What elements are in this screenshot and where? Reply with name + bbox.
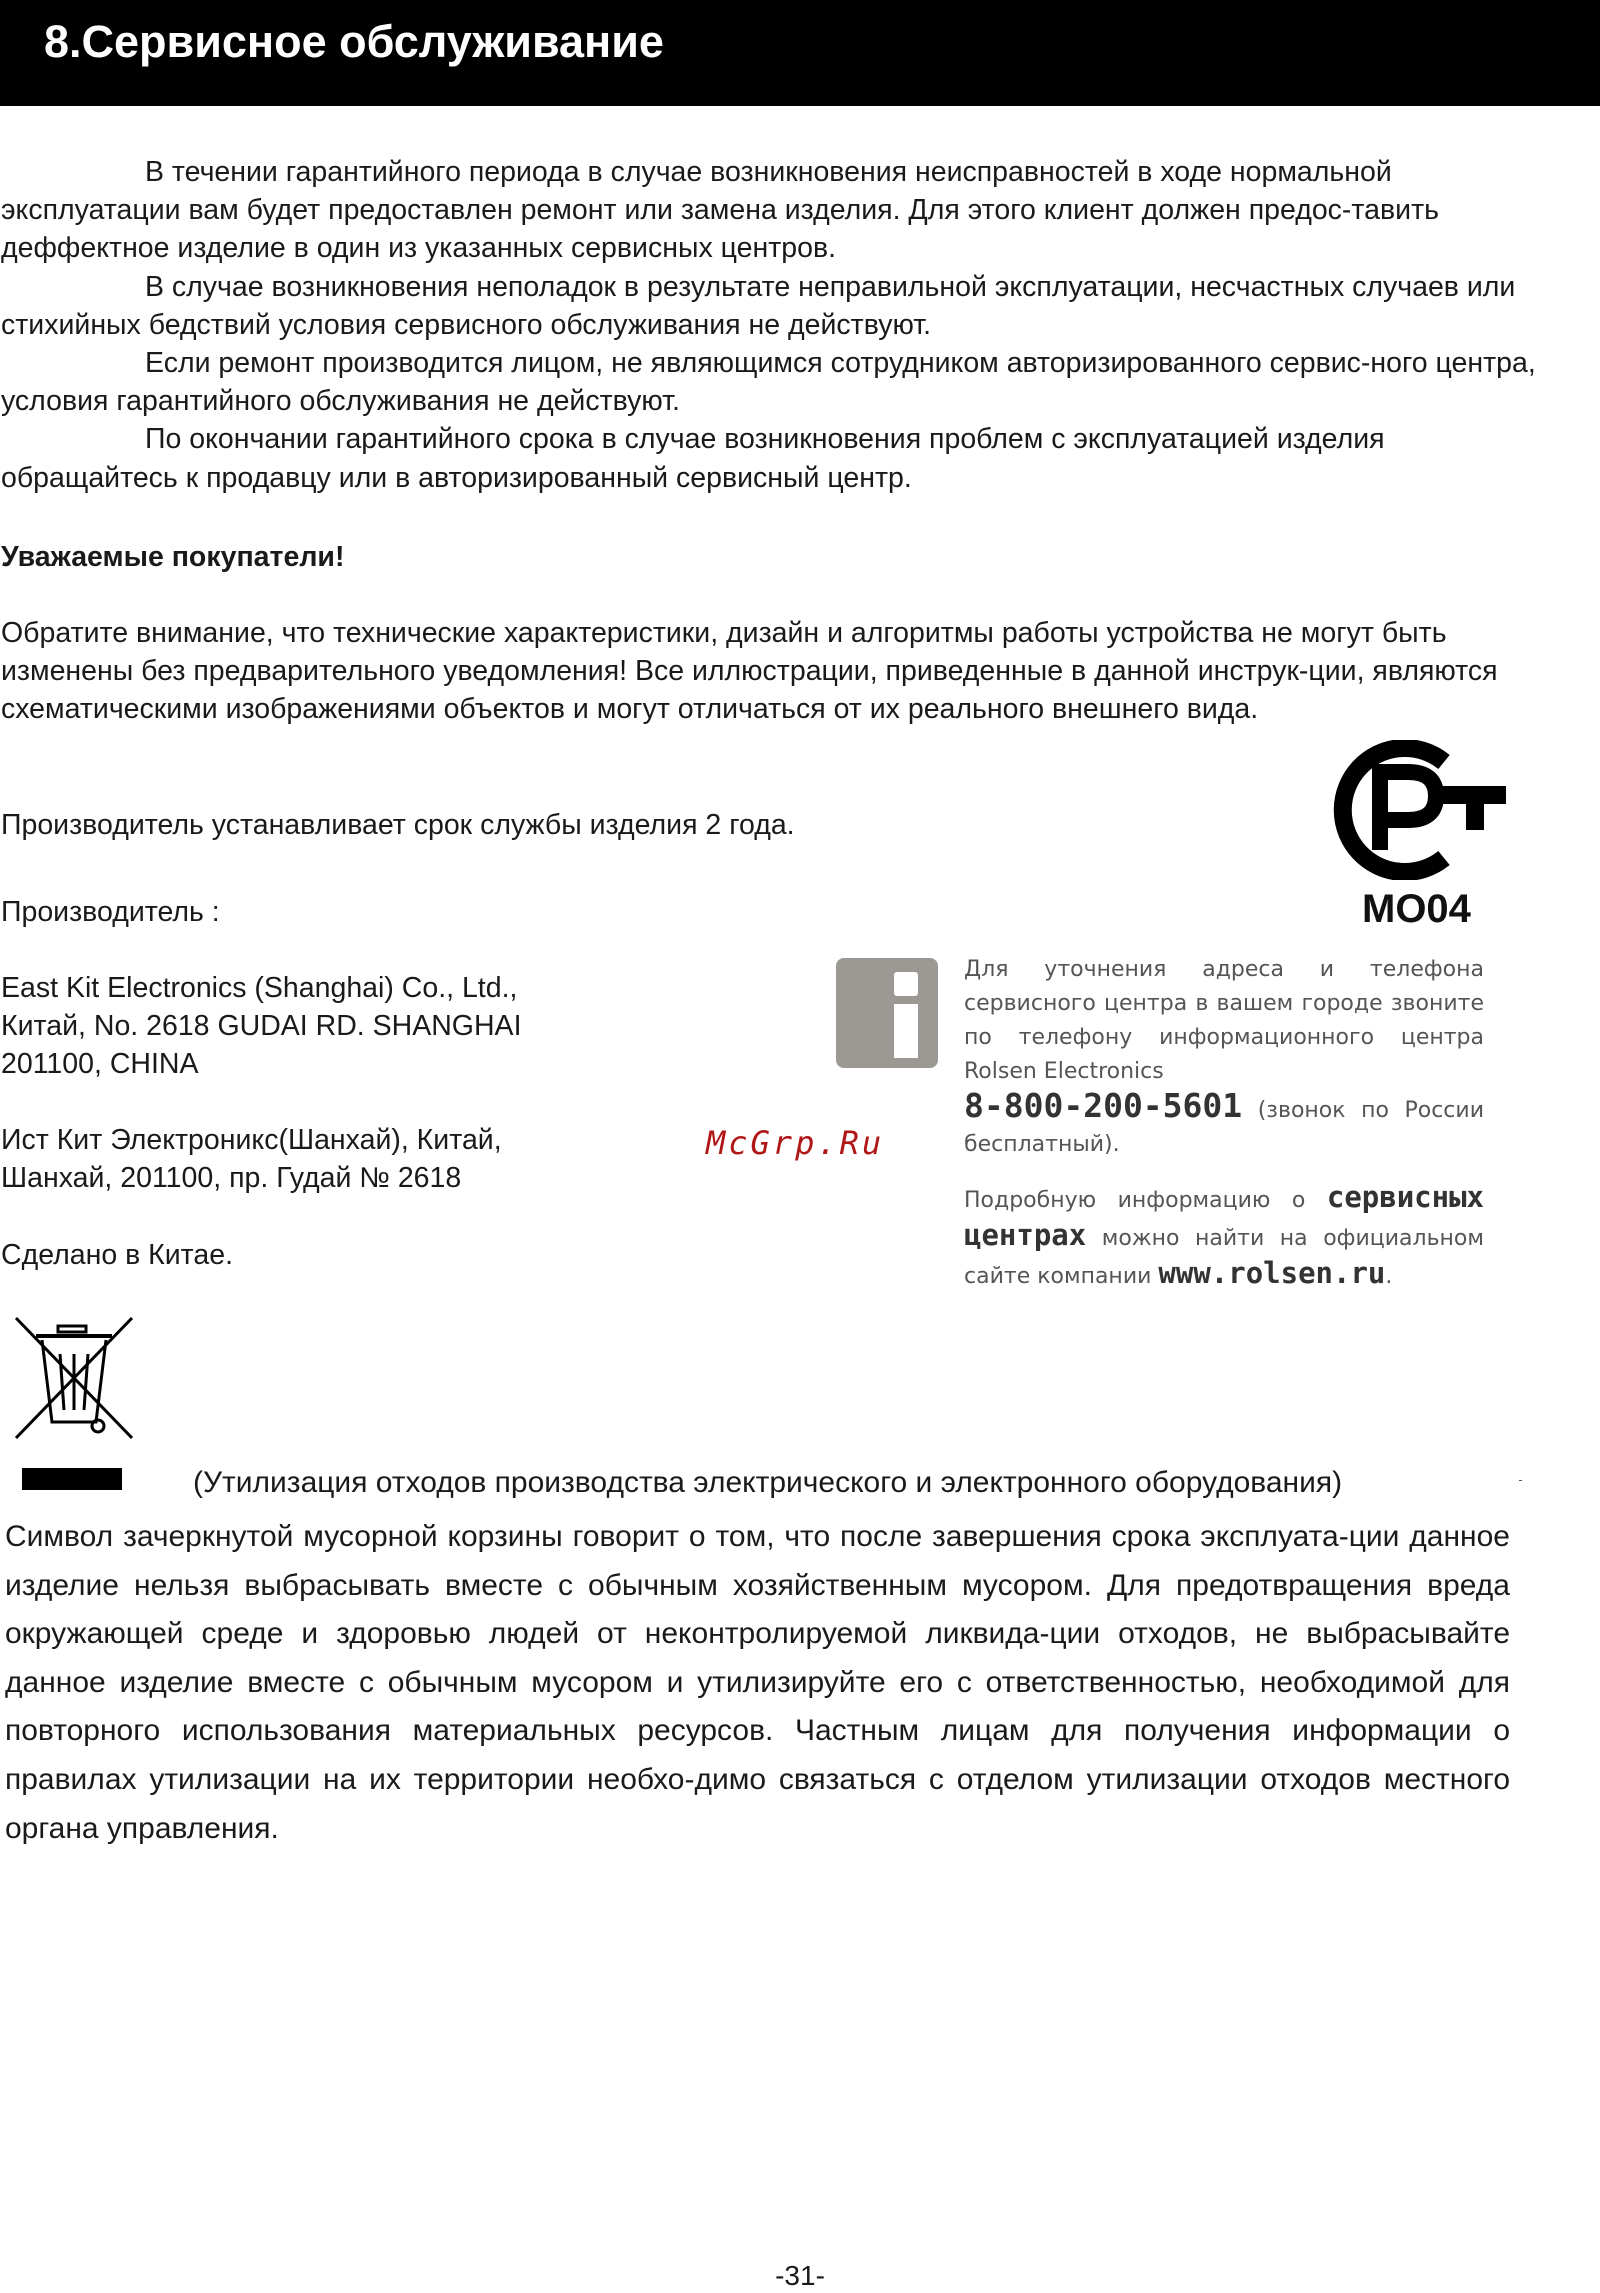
address-line: Шанхай, 201100, пр. Гудай № 2618 — [1, 1162, 462, 1195]
weee-title: (Утилизация отходов производства электрического и электронного оборудования) — [193, 1466, 1343, 1499]
service-centers-emphasis: сервисных центрах — [964, 1180, 1484, 1252]
watermark: McGrp.Ru — [706, 1124, 885, 1162]
weee-body: Символ зачеркнутой мусорной корзины говорит о том, что после завершения срока эксплуата-ции данное изделие нельзя выбрасывать вместе с обычным хозяйственным мусором. Для предотвращения вреда окружающей среде и здоровью людей от неконтролируемой ликвида-ции отходов, не выбрасывайте данное изделие вместе с обычным мусором и утилизируйте его с ответственностью, необходимой для повторного использования материальных ресурсов. Частным лицам для получения информации о правилах утилизации на их территории необхо-димо связаться с отделом утилизации отходов местного органа управления. — [5, 1520, 1510, 1845]
page-title: 8.Сервисное обслуживание — [44, 16, 664, 67]
weee-black-bar — [22, 1468, 122, 1490]
info-text: Для уточнения адреса и телефона сервисного центра в вашем городе звоните по телефону информационного центра Rolsen Electronics — [964, 957, 1484, 1084]
pct-certification-icon — [1326, 740, 1512, 880]
notice-paragraph: Обратите внимание, что технические характеристики, дизайн и алгоритмы работы устройства не могут быть изменены без предварительного уведомления! Все иллюстрации, приведенные в данной инструк-ции, являются схематическими изображениями объектов и могут отличаться от их реального внешнего вида. — [1, 617, 1498, 726]
address-line: 201100, CHINA — [1, 1048, 199, 1081]
intro-paragraph-2: В случае возникновения неполадок в результате неправильной эксплуатации, несчастных случаев или стихийных бедствий условия сервисного обслуживания не действуют. — [1, 270, 1516, 341]
website-link[interactable]: www.rolsen.ru — [1158, 1256, 1386, 1290]
service-life-text: Производитель устанавливает срок службы изделия 2 года. — [1, 809, 795, 841]
info-text: можно найти на официальном сайте компании — [964, 1226, 1484, 1289]
address-line: Ист Кит Электроникс(Шанхай), Китай, — [1, 1124, 502, 1156]
phone-note: (звонок по России бесплатный). — [964, 1098, 1484, 1157]
info-text: . — [1385, 1264, 1393, 1289]
info-text: Подробную информацию о — [964, 1188, 1306, 1213]
intro-paragraph-1: В течении гарантийного периода в случае возникновения неисправностей в ходе нормальной эксплуатации вам будет предоставлен ремонт или замена изделия. Для этого клиент должен предос-тавить деффектное изделие в один из указанных сервисных центров. — [1, 156, 1439, 265]
certification-code: МО04 — [1362, 887, 1471, 931]
info-icon — [836, 958, 938, 1068]
warranty-intro — [1, 153, 1546, 497]
manufacturer-label: Производитель : — [1, 896, 220, 928]
service-centers-block — [964, 1180, 1484, 1294]
intro-paragraph-4: По окончании гарантийного срока в случае возникновения проблем с эксплуатацией изделия обращайтесь к продавцу или в авторизированный сервисный центр. — [1, 423, 1385, 494]
crossed-bin-icon — [12, 1314, 136, 1444]
service-info-block — [964, 953, 1484, 1162]
intro-paragraph-3: Если ремонт производится лицом, не являющимся сотрудником авторизированного сервис-ного центра, условия гарантийного обслуживания не действуют. — [1, 347, 1536, 418]
made-in-text: Сделано в Китае. — [1, 1239, 234, 1271]
dear-customers-heading: Уважаемые покупатели! — [1, 541, 345, 573]
address-line: East Kit Electronics (Shanghai) Co., Ltd., — [1, 972, 518, 1004]
address-line: Китай, No. 2618 GUDAI RD. SHANGHAI — [1, 1010, 522, 1043]
page-number: -31- — [775, 2260, 825, 2291]
phone-number: 8-800-200-5601 — [964, 1086, 1243, 1125]
page-header — [0, 0, 1600, 106]
divider — [1519, 1480, 1522, 1481]
